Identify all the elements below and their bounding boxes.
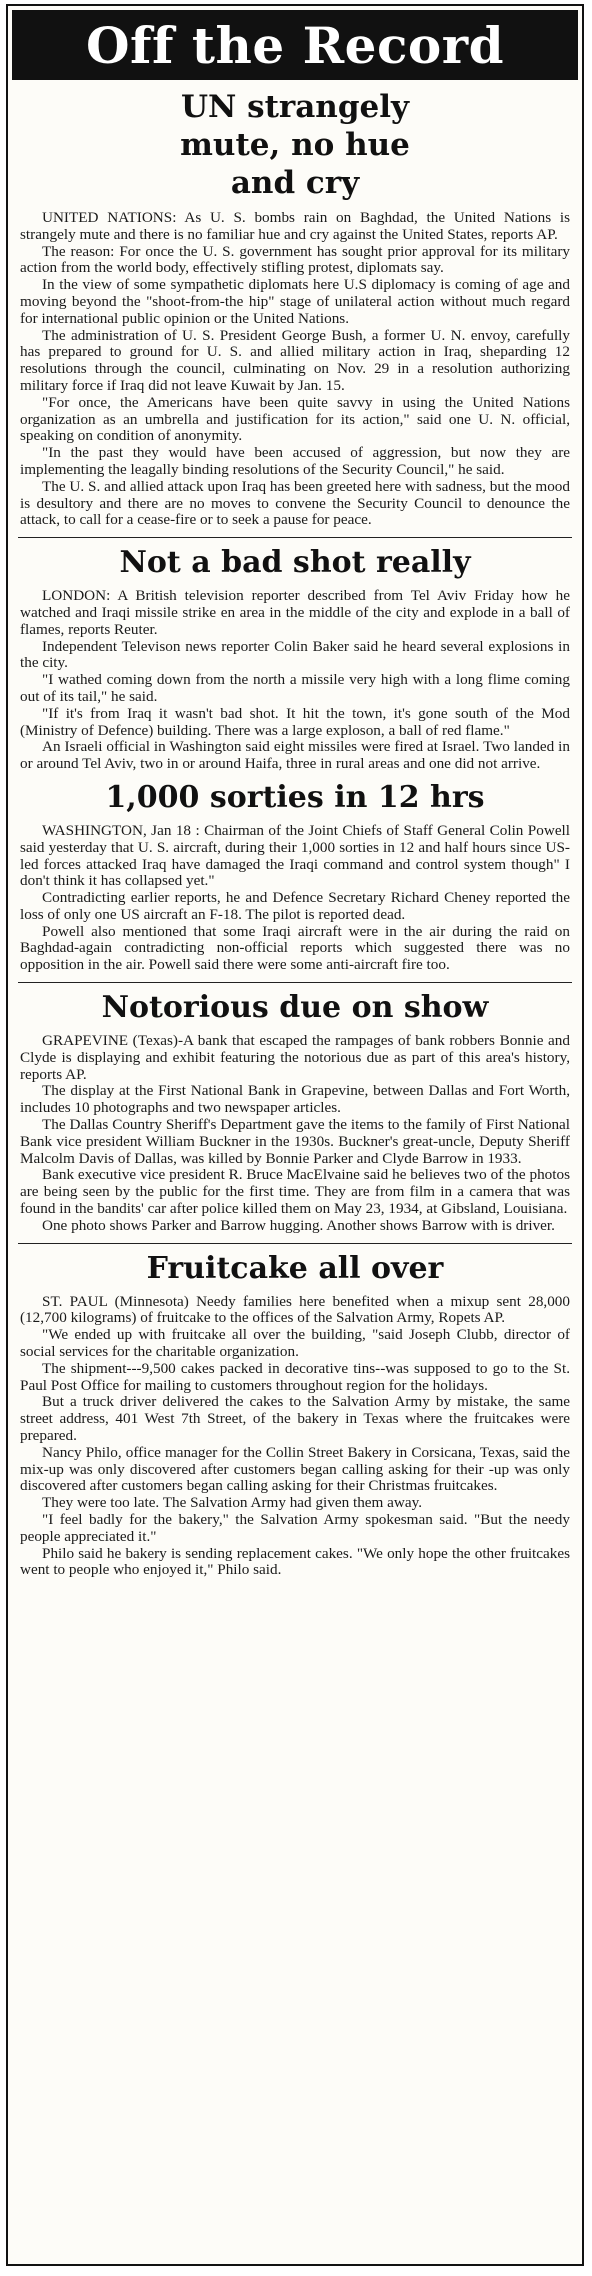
- story-paragraph: Philo said he bakery is sending replacement cakes. "We only hope the other fruitcakes went to people who enjoyed it," Philo said.: [20, 1544, 570, 1579]
- story-paragraph: Contradicting earlier reports, he and Defence Secretary Richard Cheney reported the loss of only one US aircraft an F-18. The pilot is reported dead.: [20, 889, 570, 923]
- section-divider: [18, 1243, 572, 1244]
- masthead-title: Off the Record: [12, 10, 578, 80]
- story-paragraph: GRAPEVINE (Texas)-A bank that escaped the rampages of bank robbers Bonnie and Clyde is displaying and exhibit featuring the notorious due as part of this area's history, reports AP.: [20, 1032, 570, 1083]
- story-paragraph: "In the past they would have been accused of aggression, but now they are implementing the leagally binding resolutions of the Security Council," he said.: [20, 444, 570, 478]
- story-un-mute: [8, 88, 582, 529]
- story-paragraph: ST. PAUL (Minnesota) Needy families here benefited when a mixup sent 28,000 (12,700 kilograms) of fruitcake to the offices of the Salvation Army, Ropets AP.: [20, 1292, 570, 1327]
- story-headline: Fruitcake all over: [146, 1250, 444, 1286]
- story-paragraph: UNITED NATIONS: As U. S. bombs rain on Baghdad, the United Nations is strangely mute and there is no familiar hue and cry against the United States, reports AP.: [20, 209, 570, 243]
- story-paragraph: An Israeli official in Washington said eight missiles were fired at Israel. Two landed in or around Tel Aviv, two in or around Haifa, three in rural areas and one did not arrive.: [20, 738, 570, 773]
- story-bad-shot: [8, 544, 582, 773]
- story-paragraph: The U. S. and allied attack upon Iraq has been greeted here with sadness, but the mood is desultory and there are no moves to convene the Security Council to denounce the attack, to call for a cease-fire or to seek a pause for peace.: [20, 477, 570, 529]
- story-paragraph: The display at the First National Bank in Grapevine, between Dallas and Fort Worth, includes 10 photographs and two newspaper articles.: [20, 1082, 570, 1117]
- story-paragraph: "If it's from Iraq it wasn't bad shot. It hit the town, it's gone south of the Mod (Ministry of Defence) building. There was a large exploson, a ball of red flame.": [20, 704, 570, 739]
- story-paragraph: They were too late. The Salvation Army had given them away.: [42, 1494, 422, 1512]
- story-paragraph: In the view of some sympathetic diplomats here U.S diplomacy is coming of age and moving beyond the "shoot-from-the hip" stage of unilateral action without much regard for international public opinion or the United Nations.: [20, 276, 570, 327]
- story-paragraph: WASHINGTON, Jan 18 : Chairman of the Joint Chiefs of Staff General Colin Powell said yesterday that U. S. aircraft, during their 1,000 sorties in 12 and half hours since US-led forces attacked Iraq have damaged the Iraqi command and control system though" I don't think it has collapsed yet.": [20, 821, 570, 890]
- story-paragraph: One photo shows Parker and Barrow hugging. Another shows Barrow with is driver.: [42, 1216, 555, 1234]
- story-paragraph: But a truck driver delivered the cakes to the Salvation Army by mistake, the same street address, 401 West 7th Street, of the bakery in Texas where the fruitcakes were prepared.: [20, 1393, 570, 1445]
- story-headline: [20, 88, 570, 202]
- story-paragraph: The Dallas Country Sheriff's Department gave the items to the family of First National Bank vice president William Buckner in the 1930s. Buckner's great-uncle, Deputy Sheriff Malcolm Davis of Dallas, was killed by Bonnie Parker and Clyde Barrow in 1933.: [20, 1116, 570, 1167]
- story-notorious: [8, 989, 582, 1235]
- story-paragraph: "I feel badly for the bakery," the Salvation Army spokesman said. "But the needy people appreciated it.": [20, 1511, 570, 1545]
- story-paragraph: LONDON: A British television reporter described from Tel Aviv Friday how he watched and Iraqi missile strike en area in the middle of the city and explode in a ball of flames, reports Reuter.: [20, 587, 570, 638]
- story-paragraph: Nancy Philo, office manager for the Collin Street Bakery in Corsicana, Texas, said the mix-up was only discovered after customers began calling asking for their -up was only discovered after customers began calling asking for their Christmas fruitcakes.: [20, 1443, 570, 1495]
- story-paragraph: The reason: For once the U. S. government has sought prior approval for its military action from the world body, effectively stifling protest, diplomats say.: [20, 242, 570, 277]
- story-headline: 1,000 sorties in 12 hrs: [105, 779, 485, 815]
- story-paragraph: Independent Televison news reporter Colin Baker said he heard several explosions in the city.: [20, 637, 570, 672]
- section-divider: [18, 982, 572, 983]
- story-paragraph: "For once, the Americans have been quite savvy in using the United Nations organization as an umbrella and justification for its action," said one U. N. official, speaking on condition of anonymity.: [20, 393, 570, 445]
- headline-text: UN strangely mute, no hue and cry: [180, 89, 410, 201]
- story-paragraph: "We ended up with fruitcake all over the building, "said Joseph Clubb, director of social services for the charitable organization.: [20, 1326, 570, 1361]
- section-divider: [18, 537, 572, 538]
- story-sorties: [8, 779, 582, 974]
- story-paragraph: The shipment---9,500 cakes packed in decorative tins--was supposed to go to the St. Paul Post Office for mailing to customers throughout region for the holidays.: [20, 1359, 570, 1394]
- newspaper-clipping: [6, 4, 584, 2266]
- story-paragraph: Powell also mentioned that some Iraqi aircraft were in the air during the raid on Baghdad-again contradicting non-official reports which suggested there was no opposition in the air. Powell said there were some anti-aircraft fire too.: [20, 922, 570, 974]
- story-paragraph: Bank executive vice president R. Bruce MacElvaine said he believes two of the photos are being seen by the public for the first time. They are from film in a camera that was found in the bandits' car after police killed them on May 23, 1934, at Gibsland, Louisiana.: [20, 1166, 570, 1218]
- story-fruitcake: [8, 1250, 582, 1580]
- story-headline: Not a bad shot really: [119, 545, 471, 581]
- story-paragraph: "I wathed coming down from the north a missile very high with a long flime coming out of its tail," he said.: [20, 671, 570, 705]
- story-paragraph: The administration of U. S. President George Bush, a former U. N. envoy, carefully has prepared to ground for U. S. and allied military action in Iraq, sheparding 12 resolutions through the council, culminating on Nov. 29 in a resolution authorizing military force if Iraq did not leave Kuwait by Jan. 15.: [20, 326, 570, 394]
- story-headline: Notorious due on show: [101, 990, 489, 1026]
